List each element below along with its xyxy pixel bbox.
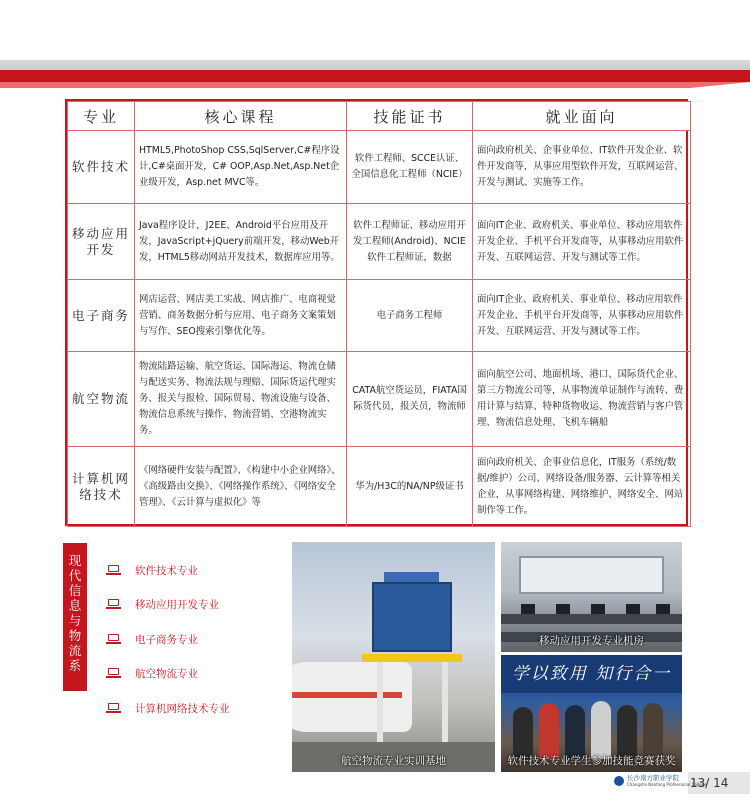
list-item: [106, 657, 286, 692]
list-item: [106, 553, 286, 588]
lift-platform-shape: [362, 654, 462, 662]
list-item: [106, 588, 286, 623]
monitor-shape: [591, 604, 605, 614]
person-shape: [617, 705, 637, 759]
row-certs: CATA航空货运员，FIATA国际货代员，报关员，物流师: [347, 352, 473, 447]
photo-caption: 航空物流专业实训基地: [341, 755, 446, 767]
award-banner-text: 学以致用 知行合一: [501, 655, 682, 693]
computer-lab-photo: [501, 542, 682, 652]
side-char: 代: [68, 568, 82, 583]
banner-pink-stripe: [0, 82, 750, 88]
header-major: 专业: [68, 102, 135, 131]
curriculum-table: [65, 99, 688, 526]
list-item: [106, 691, 286, 726]
row-major: 电子商务: [68, 280, 135, 352]
department-label: 计算机网络技术专业: [135, 702, 230, 715]
monitor-shape: [521, 604, 535, 614]
row-jobs: 面向航空公司、地面机场、港口、国际货代企业、第三方物流公司等，从事物流单证制作与流转、费用计算与结算、特种货物收运、物流营销与客户管理、物流信息处理、飞机车辆船: [473, 352, 691, 447]
side-char: 息: [68, 598, 82, 613]
photo-caption: 软件技术专业学生参加技能竞赛获奖: [507, 755, 676, 767]
row-certs: 软件工程师、SCCE认证、全国信息化工程师（NCIE）: [347, 131, 473, 204]
header-certs: 技能证书: [347, 102, 473, 131]
lift-leg-shape: [442, 662, 448, 752]
side-char: 流: [68, 643, 82, 658]
row-courses: HTML5,PhotoShop CSS,SqlServer,C#程序设计,C#桌面开发，C# OOP,Asp.Net,Asp.Net企业级开发，Asp.net MVC等。: [135, 131, 347, 204]
table-row: [68, 204, 691, 280]
row-courses: Java程序设计，J2EE、Android平台应用及开发，JavaScript+jQuery前端开发，移动Web开发，HTML5移动网站开发技术，数据库应用等。: [135, 204, 347, 280]
row-certs: 电子商务工程师: [347, 280, 473, 352]
laptop-icon: [106, 703, 121, 714]
side-char: 信: [68, 583, 82, 598]
side-char: 现: [68, 553, 82, 568]
top-banner: [0, 0, 750, 95]
header-courses: 核心课程: [135, 102, 347, 131]
person-shape: [643, 703, 663, 759]
row-courses: 《网络硬件安装与配置》、《构建中小企业网络》、《高级路由交换》、《网络操作系统》、《网络安全管理》、《云计算与虚拟化》等: [135, 447, 347, 527]
list-item: [106, 622, 286, 657]
department-list: [106, 553, 286, 726]
row-jobs: 面向IT企业、政府机关、事业单位、移动应用软件开发企业、手机平台开发商等，从事移动应用软件开发、互联网运营、开发与测试等工作。: [473, 280, 691, 352]
row-courses: 物流陆路运输、航空货运、国际海运、物流仓储与配送实务、物流法规与理赔、国际货运代理实务、报关与报检、国际贸易、物流设施与设备、物流信息系统与操作、物流营销、空港物流实务。: [135, 352, 347, 447]
department-label: 航空物流专业: [135, 668, 198, 681]
monitor-shape: [626, 604, 640, 614]
table-row: [68, 131, 691, 204]
row-jobs: 面向政府机关、企事业信息化，IT服务（系统/数据/维护）公司、网络设备/服务器、云计算等相关企业，从事网络构建、网络维护、网络安全、网站制作等工作。: [473, 447, 691, 527]
award-photo: [501, 655, 682, 772]
school-emblem-icon: [614, 776, 624, 786]
school-name-en: Changsha Nanfang Professional College: [627, 782, 707, 787]
laptop-icon: [106, 668, 121, 679]
header-jobs: 就业面向: [473, 102, 691, 131]
side-char: 与: [68, 613, 82, 628]
lab-desk-shape: [501, 614, 682, 624]
cargo-container-shape: [372, 582, 452, 652]
cargo-training-photo: [292, 542, 495, 772]
school-name: 长沙南方职业学院: [627, 774, 679, 782]
laptop-icon: [106, 565, 121, 576]
photo-caption: 移动应用开发专业机房: [539, 635, 644, 647]
row-certs: 软件工程师证、移动应用开发工程师(Android)、NCIE软件工程师证，数据: [347, 204, 473, 280]
side-char: 物: [68, 628, 82, 643]
table-row: [68, 447, 691, 527]
plane-stripe: [292, 692, 402, 698]
row-courses: 网店运营、网店美工实战、网店推广、电商视觉营销、商务数据分析与应用、电子商务文案策划与写作、SEO搜索引擎优化等。: [135, 280, 347, 352]
table-row: [68, 280, 691, 352]
person-shape: [513, 707, 533, 759]
person-shape: [539, 703, 559, 759]
row-major: 移动应用开发: [68, 204, 135, 280]
side-char: 系: [68, 658, 82, 673]
person-shape: [565, 705, 585, 759]
department-side-label: [63, 543, 87, 691]
monitor-shape: [556, 604, 570, 614]
laptop-icon: [106, 634, 121, 645]
monitor-shape: [656, 604, 670, 614]
lift-leg-shape: [377, 662, 383, 752]
row-jobs: 面向政府机关、企事业单位、IT软件开发企业、软件开发商等，从事应用型软件开发，互联网运营、开发与测试、实施等工作。: [473, 131, 691, 204]
laptop-icon: [106, 599, 121, 610]
row-jobs: 面向IT企业、政府机关、事业单位、移动应用软件开发企业、手机平台开发商等，从事移动应用软件开发、互联网运营、开发与测试等工作。: [473, 204, 691, 280]
table-row: [68, 352, 691, 447]
row-certs: 华为/H3C的NA/NP级证书: [347, 447, 473, 527]
person-shape: [591, 701, 611, 759]
department-label: 软件技术专业: [135, 564, 198, 577]
table-header-row: [68, 102, 691, 131]
department-label: 移动应用开发专业: [135, 599, 219, 612]
row-major: 软件技术: [68, 131, 135, 204]
lab-whiteboard-shape: [519, 556, 664, 594]
banner-red-stripe: [0, 70, 750, 82]
page-number: 13/ 14: [690, 776, 729, 790]
department-label: 电子商务专业: [135, 633, 198, 646]
row-major: 航空物流: [68, 352, 135, 447]
row-major: 计算机网络技术: [68, 447, 135, 527]
